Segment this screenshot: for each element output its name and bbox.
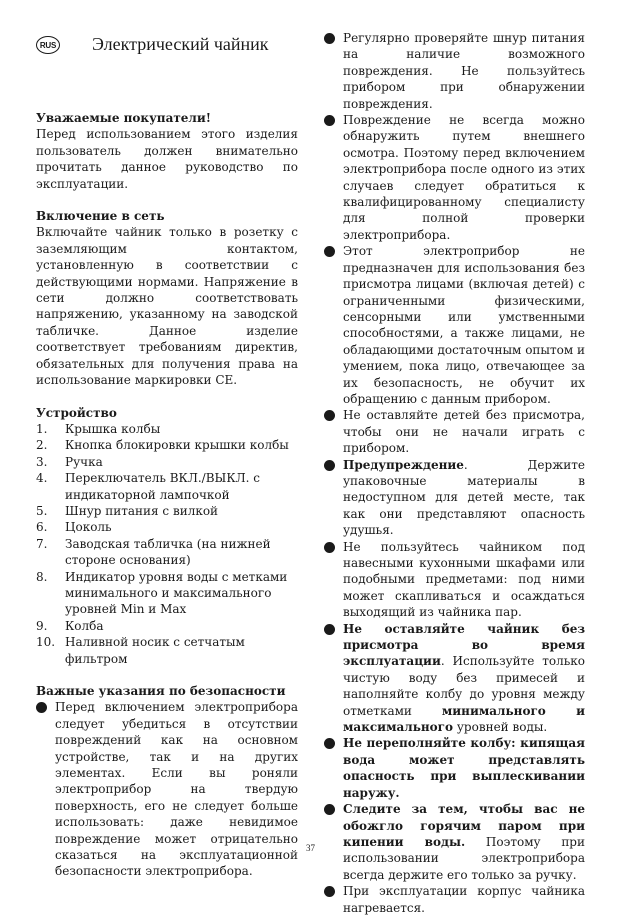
item-text: Кнопка блокировки крышки колбы: [65, 438, 289, 453]
item-text: Не оставляйте детей без присмотра, чтобы они не начали играть с прибором.: [343, 408, 585, 456]
list-item: [36, 470, 298, 503]
bullet-icon: [324, 115, 335, 126]
list-item: [36, 519, 298, 535]
bold-text: Следите за тем, чтобы вас не обожгло горячим паром при кипении воды.: [343, 802, 585, 849]
device-section: [36, 405, 298, 668]
list-item: [36, 536, 298, 569]
list-item: [324, 539, 585, 621]
item-text: Наливной носик с сетчатым фильтром: [65, 635, 245, 666]
power-heading: Включение в сеть: [36, 209, 165, 224]
item-number: 2.: [36, 438, 48, 453]
item-number: 7.: [36, 536, 48, 551]
bullet-icon: [324, 33, 335, 44]
item-text: Этот электроприбор не предназначен для использования без присмотра лицами (включая детей) с ограниченными физическими, сенсорными или умственными способностями, а также лицами, не обладающими достаточным опытом и умением, пока лицо, отвечающее за их безопасность, не обучит их обращению с данным прибором.: [343, 244, 585, 406]
item-text: Ручка: [65, 454, 103, 469]
right-column: [324, 30, 585, 916]
item-text: Регулярно проверяйте шнур питания на наличие возможного повреждения. Не пользуйтесь прибором при обнаружении повреждения.: [343, 31, 585, 111]
warning-label: Предупреждение: [343, 457, 464, 472]
item-text: [343, 621, 585, 736]
item-number: 10.: [36, 635, 56, 650]
regular-text: уровней воды.: [453, 720, 548, 735]
intro-text: Перед использованием этого изделия пользователь должен внимательно прочитать данное руководство по эксплуатации.: [36, 127, 298, 191]
item-text: Колба: [65, 618, 104, 633]
device-heading: Устройство: [36, 405, 117, 420]
list-item: [324, 407, 585, 456]
item-text: Цоколь: [65, 520, 112, 535]
item-text: Индикатор уровня воды с метками минимального и максимального уровней Min и Max: [65, 569, 288, 617]
item-text: Не переполняйте колбу: кипящая вода может представлять опасность при выплескивании наружу.: [343, 736, 585, 800]
regular-text: Поэтому при использовании электроприбора всегда держите его только за ручку.: [343, 834, 585, 882]
page-number: 37: [306, 843, 315, 853]
item-number: 9.: [36, 618, 48, 633]
bullet-icon: [324, 624, 335, 635]
list-item: [36, 634, 298, 667]
list-item: [324, 621, 585, 736]
list-item: [324, 112, 585, 243]
safety-heading: Важные указания по безопасности: [36, 684, 286, 698]
warning-text: . Держите упаковочные материалы в недоступном для детей месте, так как они представляют опасность удушья.: [343, 457, 585, 538]
list-item: [36, 618, 298, 634]
item-text: При эксплуатации корпус чайника нагревается.: [343, 884, 585, 915]
item-number: 4.: [36, 471, 48, 486]
list-item: [36, 437, 298, 453]
list-item: [324, 243, 585, 407]
left-column: [36, 110, 298, 896]
bold-text: минимального и максимального: [343, 703, 585, 735]
bullet-icon: [324, 542, 335, 553]
item-text: Заводская табличка (на нижней стороне основания): [65, 536, 271, 568]
list-item: [36, 503, 298, 519]
item-text: Повреждение не всегда можно обнаружить путем внешнего осмотра. Поэтому перед включением электроприбора после одного из этих случаев следует обратиться к квалифицированному специалисту для полной проверки электроприбора.: [343, 113, 585, 242]
bullet-icon: [324, 738, 335, 749]
item-text: Переключатель ВКЛ./ВЫКЛ. с индикаторной лампочкой: [65, 471, 260, 502]
bold-text: Не оставляйте чайник без присмотра во время эксплуатации: [343, 621, 585, 669]
bullet-icon: [36, 702, 47, 713]
item-number: 3.: [36, 454, 48, 469]
list-item: [36, 569, 298, 618]
bullet-icon: [324, 460, 335, 471]
power-section: [36, 208, 298, 388]
list-item: [324, 30, 585, 112]
list-item: [324, 457, 585, 539]
regular-text: . Используйте только чистую воду без примесей и наполняйте колбу до уровня между отметками: [343, 654, 585, 718]
list-item: [324, 735, 585, 801]
item-text: Не пользуйтесь чайником под навесными кухонными шкафами или подобными предметами: под ними может скапливаться и осаждаться выходящий из чайника пар.: [343, 539, 585, 620]
list-item: [36, 454, 298, 470]
bullet-icon: [324, 246, 335, 257]
device-parts-list: [36, 421, 298, 667]
bullet-icon: [324, 804, 335, 815]
bullet-icon: [324, 886, 335, 897]
item-text: [343, 457, 585, 539]
item-number: 1.: [36, 421, 48, 436]
item-text: Крышка колбы: [65, 421, 161, 436]
item-number: 6.: [36, 520, 48, 535]
page-title: Электрический чайник: [92, 34, 269, 54]
list-item: [36, 421, 298, 437]
bullet-icon: [324, 410, 335, 421]
intro-section: [36, 110, 298, 192]
safety-list-right: [324, 30, 585, 916]
list-item: [324, 883, 585, 916]
item-text: Перед включением электроприбора следует убедиться в отсутствии повреждений как на основном устройстве, так и на других элементах. Если вы роняли электроприбор на твердую поверхность, его не следует больше использовать: даже невидимое повреждение может отрицательно сказаться на эксплуатационной безопасности электроприбора.: [55, 700, 298, 879]
language-badge: RUS: [36, 36, 60, 54]
item-number: 8.: [36, 569, 48, 584]
item-number: 5.: [36, 503, 48, 518]
power-text: Включайте чайник только в розетку с заземляющим контактом, установленную в соответствии с действующими нормами. Напряжение в сети должно соответствовать напряжению, указанному на заводской табличке. Данное изделие соответствует требованиям директив, обязательных для получения права на использование маркировки CE.: [36, 225, 298, 388]
intro-heading: Уважаемые покупатели!: [36, 111, 212, 125]
item-text: Шнур питания с вилкой: [65, 503, 219, 518]
